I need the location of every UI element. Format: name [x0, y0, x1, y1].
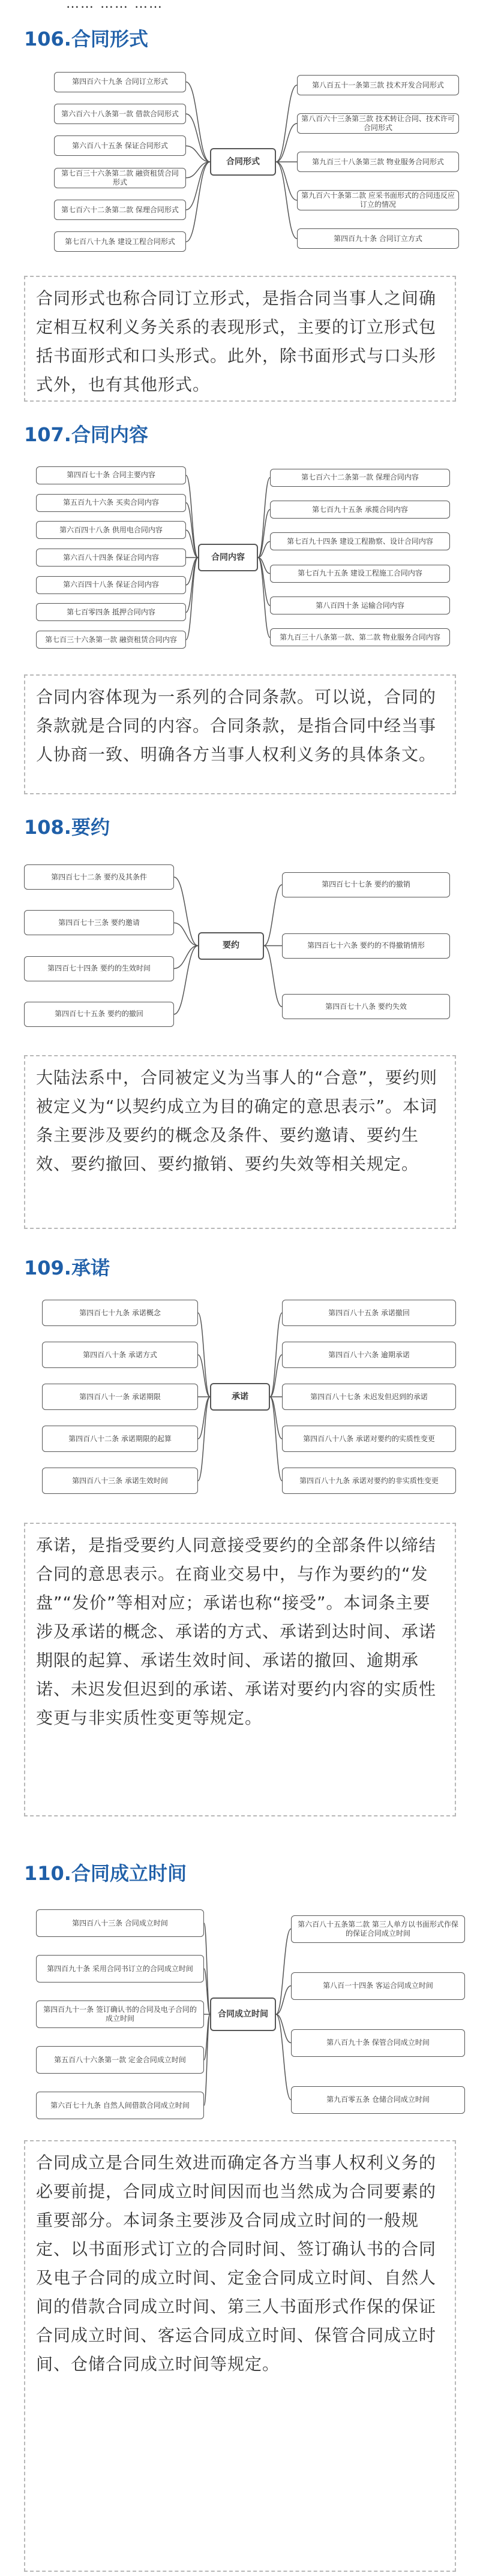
mind-map-branch [258, 558, 270, 637]
cut-off-heading: …… …… …… [66, 0, 163, 11]
mind-map-left-node: 第六百八十五条 保证合同形式 [54, 135, 186, 156]
mind-map-branch [204, 1923, 210, 2014]
mind-map-left-node: 第四百七十条 合同主要内容 [36, 466, 186, 484]
mind-map-right-node: 第七百九十四条 建设工程勘察、设计合同内容 [270, 532, 450, 550]
mind-map-right-node: 第八百九十条 保管合同成立时间 [291, 2029, 465, 2057]
mind-map-left-node: 第六百六十八条第一款 借款合同形式 [54, 104, 186, 124]
mind-map-left-node: 第四百九十条 采用合同书订立的合同成立时间 [36, 1955, 204, 1983]
mind-map-branch [198, 1397, 210, 1439]
mind-map-branch [198, 1313, 210, 1397]
mind-map-branch [198, 1397, 210, 1481]
mind-map-branch [186, 162, 210, 242]
mind-map-left-node: 第六百四十八条 保证合同内容 [36, 576, 186, 594]
section-title: 106.合同形式 [24, 28, 148, 50]
mind-map-left-node: 第四百七十二条 要约及其条件 [24, 864, 174, 890]
section-description: 合同形式也称合同订立形式，是指合同当事人之间确定相互权利义务关系的表现形式，主要的订立形式包括书面形式和口头形式。此外，除书面形式与口头形式外，也有其他形式。 [24, 276, 456, 402]
mind-map-right-node: 第八百四十条 运输合同内容 [270, 596, 450, 614]
mind-map-right-node: 第四百八十六条 逾期承诺 [282, 1342, 456, 1368]
mind-map-right-node: 第七百九十五条 建设工程施工合同内容 [270, 565, 450, 583]
mind-map-left-node: 第四百七十三条 要约邀请 [24, 910, 174, 935]
mind-map-center-node: 合同形式 [210, 148, 276, 176]
section-title: 110.合同成立时间 [24, 1862, 187, 1885]
section-description: 合同成立是合同生效进而确定各方当事人权利义务的必要前提，合同成立时间因而也当然成为合同要素的重要部分。本词条主要涉及合同成立时间的一般规定、以书面形式订立的合同时间、签订确认书的合同及电子合同的成立时间、定金合同成立时间、自然人间的借款合同成立时间、第三人书面形式作保的保证合同成立时间、客运合同成立时间、保管合同成立时间、仓储合同成立时间等规定。 [24, 2140, 456, 2572]
mind-map-branch [198, 1355, 210, 1397]
mind-map [18, 60, 462, 264]
mind-map-right-node: 第四百八十五条 承诺撤回 [282, 1300, 456, 1326]
mind-map-left-node: 第七百三十六条第二款 融资租赁合同形式 [54, 168, 186, 188]
mind-map-left-node: 第七百六十二条第二款 保理合同形式 [54, 200, 186, 220]
mind-map-branch [264, 885, 282, 946]
mind-map-branch [174, 946, 198, 1014]
mind-map-right-node: 第七百六十二条第一款 保理合同内容 [270, 469, 450, 487]
mind-map-branch [270, 1313, 282, 1397]
mind-map-right-node: 第四百八十九条 承诺对要约的非实质性变更 [282, 1468, 456, 1494]
mind-map-left-node: 第六百四十八条 供用电合同内容 [36, 521, 186, 539]
section-description: 承诺，是指受要约人同意接受要约的全部条件以缔结合同的意思表示。在商业交易中，与作为要约的“发盘”“发价”等相对应；承诺也称“接受”。本词条主要涉及承诺的概念、承诺的方式、承诺到达时间、承诺期限的起算、承诺生效时间、承诺的撤回、逾期承诺、未迟发但迟到的承诺、承诺对要约内容的实质性变更与非实质性变更等规定。 [24, 1523, 456, 1816]
mind-map-right-node: 第九百六十条第二款 应采书面形式的合同违反应订立的情况 [297, 190, 459, 210]
mind-map-center-node: 合同成立时间 [210, 1997, 276, 2031]
mind-map-left-node: 第四百八十三条 承诺生效时间 [42, 1468, 198, 1494]
section-title: 109.承诺 [24, 1257, 110, 1279]
mind-map-left-node: 第五百八十六条第一款 定金合同成立时间 [36, 2046, 204, 2074]
mind-map [18, 1894, 462, 2134]
mind-map-left-node: 第七百零四条 抵押合同内容 [36, 603, 186, 621]
mind-map-left-node: 第四百八十三条 合同成立时间 [36, 1909, 204, 1937]
mind-map-right-node: 第六百八十五条第二款 第三人单方以书面形式作保的保证合同成立时间 [291, 1915, 465, 1943]
section-description: 合同内容体现为一系列的合同条款。可以说，合同的条款就是合同的内容。合同条款，是指合同中经当事人协商一致、明确各方当事人权利义务的具体条文。 [24, 674, 456, 794]
mind-map-center-node: 合同内容 [198, 544, 258, 571]
mind-map-right-node: 第八百五十一条第三款 技术开发合同形式 [297, 75, 459, 95]
mind-map-branch [264, 946, 282, 1007]
mind-map-branch [174, 946, 198, 969]
mind-map-right-node: 第七百九十五条 承揽合同内容 [270, 501, 450, 519]
mind-map-right-node: 第四百七十八条 要约失效 [282, 994, 450, 1019]
section-title: 107.合同内容 [24, 423, 148, 446]
mind-map-right-node: 第九百三十八条第三款 物业服务合同形式 [297, 152, 459, 172]
mind-map-branch [270, 1397, 282, 1439]
mind-map [18, 456, 462, 659]
mind-map-branch [204, 2014, 210, 2105]
mind-map-branch [276, 162, 297, 239]
mind-map-left-node: 第四百七十九条 承诺概念 [42, 1300, 198, 1326]
section-title: 108.要约 [24, 816, 110, 839]
mind-map-left-node: 第七百三十六条第一款 融资租赁合同内容 [36, 631, 186, 649]
mind-map-left-node: 第六百八十四条 保证合同内容 [36, 549, 186, 567]
section-description: 大陆法系中，合同被定义为当事人的“合意”，要约则被定义为“以契约成立为目的确定的意思表示”。本词条主要涉及要约的概念及条件、要约邀请、要约生效、要约撤回、要约撤销、要约失效等相关规定。 [24, 1055, 456, 1229]
mind-map-left-node: 第四百八十二条 承诺期限的起算 [42, 1426, 198, 1452]
mind-map [18, 848, 462, 1043]
mind-map-left-node: 第四百七十五条 要约的撤回 [24, 1002, 174, 1027]
mind-map-left-node: 第四百九十一条 签订确认书的合同及电子合同的成立时间 [36, 2000, 204, 2028]
mind-map-center-node: 承诺 [210, 1383, 270, 1411]
mind-map-left-node: 第四百八十条 承诺方式 [42, 1342, 198, 1368]
mind-map-right-node: 第九百零五条 仓储合同成立时间 [291, 2086, 465, 2114]
mind-map-right-node: 第八百一十四条 客运合同成立时间 [291, 1972, 465, 2000]
mind-map-left-node: 第六百七十九条 自然人间借款合同成立时间 [36, 2092, 204, 2119]
mind-map-branch [186, 82, 210, 162]
mind-map-right-node: 第八百六十三条第三款 技术转让合同、技术许可合同形式 [297, 113, 459, 134]
mind-map-left-node: 第四百七十四条 要约的生效时间 [24, 956, 174, 981]
mind-map-right-node: 第四百七十七条 要约的撤销 [282, 872, 450, 897]
mind-map-branch [258, 478, 270, 558]
mind-map-right-node: 第四百七十六条 要约的不得撤销情形 [282, 933, 450, 959]
mind-map [18, 1286, 462, 1508]
mind-map-branch [270, 1397, 282, 1481]
mind-map-right-node: 第四百八十八条 承诺对要约的实质性变更 [282, 1426, 456, 1452]
mind-map-branch [276, 162, 297, 200]
mind-map-center-node: 要约 [198, 932, 264, 960]
mind-map-right-node: 第四百九十条 合同订立方式 [297, 228, 459, 249]
mind-map-branch [174, 923, 198, 945]
mind-map-right-node: 第四百八十七条 未迟发但迟到的承诺 [282, 1384, 456, 1410]
mind-map-left-node: 第五百九十六条 买卖合同内容 [36, 494, 186, 512]
mind-map-branch [276, 123, 297, 162]
mind-map-branch [270, 1355, 282, 1397]
mind-map-left-node: 第四百六十九条 合同订立形式 [54, 72, 186, 92]
mind-map-left-node: 第七百八十九条 建设工程合同形式 [54, 231, 186, 252]
mind-map-right-node: 第九百三十八条第一款、第二款 物业服务合同内容 [270, 628, 450, 646]
mind-map-branch [174, 877, 198, 945]
mind-map-left-node: 第四百八十一条 承诺期限 [42, 1384, 198, 1410]
mind-map-branch [276, 85, 297, 162]
